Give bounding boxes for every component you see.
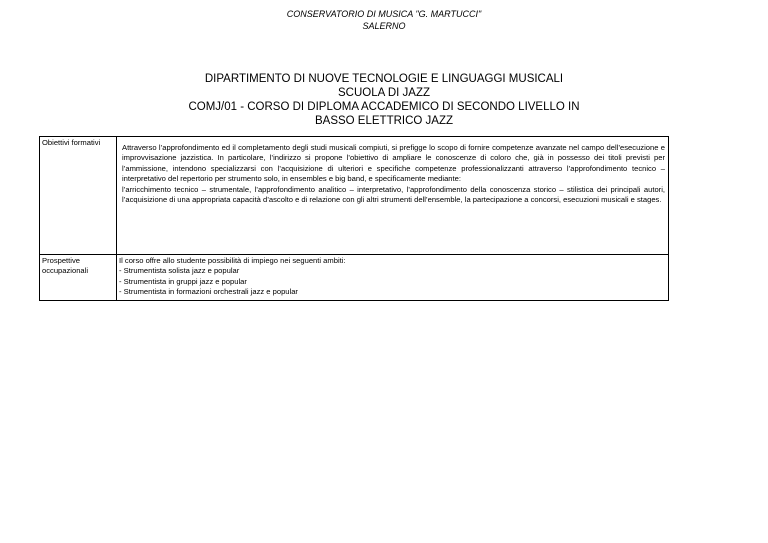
- course-name: BASSO ELETTRICO JAZZ: [314, 115, 454, 127]
- table-row-prospettive: [40, 255, 669, 301]
- list-item: - Strumentista in formazioni orchestrali jazz e popular: [119, 287, 298, 297]
- school-name: SCUOLA DI JAZZ: [337, 87, 431, 99]
- department-name: DIPARTIMENTO DI NUOVE TECNOLOGIE E LINGUAGGI MUSICALI: [204, 73, 564, 85]
- prospettive-intro: Il corso offre allo studente possibilità di impiego nei seguenti ambiti:: [119, 256, 346, 265]
- obiettivi-paragraph-2: l’arricchimento tecnico – strumentale, l’approfondimento analitico – interpretativo, l’approfondimento della conoscenza storico – stilistica dei principali autori, l’acquisizione di una appropriata capacità d’ascolto e di relazione con gli altri strumenti dell’ensemble, la partecipazione a concorsi, esecuzioni musicali e stages.: [122, 184, 665, 205]
- obiettivi-label: Obiettivi formativi: [40, 137, 117, 255]
- list-item: - Strumentista in gruppi jazz e popular: [119, 276, 247, 286]
- table-row-obiettivi: [40, 137, 669, 255]
- document-header: [0, 8, 768, 32]
- course-info-table: [39, 136, 669, 301]
- course-code-line: COMJ/01 - CORSO DI DIPLOMA ACCADEMICO DI SECONDO LIVELLO IN: [188, 101, 580, 113]
- document-title: [0, 72, 768, 128]
- list-item: - Strumentista solista jazz e popular: [119, 266, 240, 276]
- prospettive-label: Prospettive occupazionali: [40, 255, 117, 301]
- obiettivi-content: [117, 137, 669, 255]
- obiettivi-paragraph-1: Attraverso l’approfondimento ed il completamento degli studi musicali compiuti, si prefigge lo scopo di fornire competenze avanzate nel campo dell’esecuzione e improvvisazione jazzistica. In particolare, l’indirizzo si propone l’obiettivo di ampliare le conoscenze di coloro che, già in possesso dei titoli previsti per l’ammissione, intendono specializzarsi con l’acquisizione di ulteriori e specifiche competenze professionalizzanti attraverso l’approfondimento tecnico – interpretativo del repertorio per strumento solo, in ensembles e big band, e specificamente mediante:: [122, 143, 665, 184]
- conservatory-city: SALERNO: [362, 21, 406, 31]
- prospettive-content: [117, 255, 669, 301]
- conservatory-name: CONSERVATORIO DI MUSICA "G. MARTUCCI": [286, 9, 482, 19]
